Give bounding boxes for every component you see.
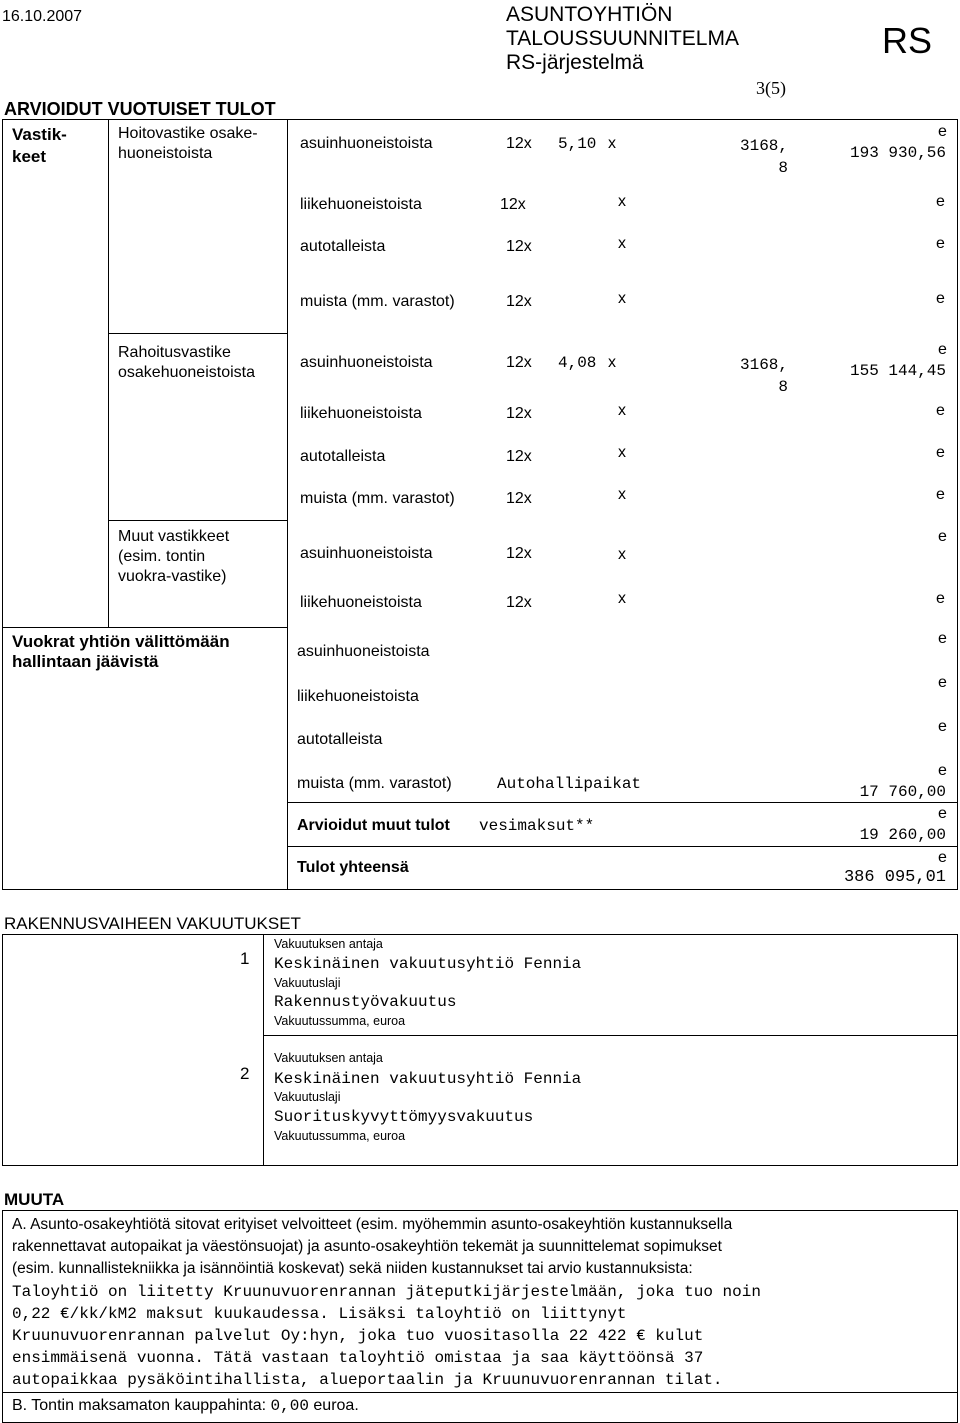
rahoitus-asuin-e: e (938, 341, 947, 358)
insurance-2-antaja: Keskinäinen vakuutusyhtiö Fennia (274, 1070, 582, 1088)
title-line-2: TALOUSSUUNNITELMA (506, 27, 739, 50)
vuokrat-auto-label: autotalleista (297, 731, 383, 748)
hoito-liike-label: liikehuoneistoista (300, 196, 422, 213)
rahoitus-liike-label: liikehuoneistoista (300, 405, 422, 422)
vuokrat-asuin-e: e (938, 630, 947, 647)
rahoitus-asuin-rate: 4,08 (558, 354, 597, 372)
insurance-2-antaja-label: Vakuutuksen antaja (274, 1051, 383, 1065)
muut-liike-label: liikehuoneistoista (300, 594, 422, 611)
hoito-liike-x: x (618, 193, 626, 210)
muut-asuin-e: e (938, 528, 947, 545)
hoito-liike-months: 12x (500, 196, 526, 213)
insurance-1-laji: Rakennustyövakuutus (274, 993, 457, 1011)
insurance-section-title: RAKENNUSVAIHEEN VAKUUTUKSET (4, 914, 301, 933)
rahoitus-asuin-label: asuinhuoneistoista (300, 354, 433, 371)
insurance-2-number: 2 (240, 1064, 250, 1083)
muuta-title: MUUTA (4, 1190, 65, 1209)
hoito-muista-label: muista (mm. varastot) (300, 293, 455, 310)
insurance-1-antaja: Keskinäinen vakuutusyhtiö Fennia (274, 955, 582, 973)
page-number: 3(5) (756, 78, 786, 98)
vuokrat-muista-total: 17 760,00 (859, 783, 946, 801)
title-line-3: RS-järjestelmä (506, 51, 644, 74)
rahoitus-liike-months: 12x (506, 405, 532, 422)
muut-liike-e: e (936, 590, 945, 607)
muut-asuin-label: asuinhuoneistoista (300, 545, 433, 562)
hoito-muista-e: e (936, 290, 945, 307)
rahoitus-asuin-total: 155 144,45 (849, 362, 946, 380)
vuokrat-asuin-label: asuinhuoneistoista (297, 643, 430, 660)
rahoitus-auto-e: e (936, 444, 945, 461)
muut-asuin-months: 12x (506, 545, 532, 562)
hoito-auto-x: x (618, 235, 626, 252)
document-date: 16.10.2007 (2, 8, 83, 25)
insurance-1-antaja-label: Vakuutuksen antaja (274, 937, 383, 951)
rahoitus-muista-x: x (618, 486, 626, 503)
muuta-b-value: 0,00 (270, 1397, 309, 1415)
vuokrat-liike-label: liikehuoneistoista (297, 688, 419, 705)
rahoitus-muista-months: 12x (506, 490, 532, 507)
muut-vastikkeet-label: Muut vastikkeet (esim. tontin vuokra-vastike) (118, 528, 230, 585)
rahoitus-auto-months: 12x (506, 448, 532, 465)
hoito-liike-e: e (936, 193, 945, 210)
insurance-2-laji: Suorituskyvyttömyysvakuutus (274, 1108, 534, 1126)
hoito-auto-label: autotalleista (300, 238, 386, 255)
muut-liike-months: 12x (506, 594, 532, 611)
insurance-2-laji-label: Vakuutuslaji (274, 1090, 341, 1104)
muut-asuin-x: x (618, 546, 626, 563)
hoito-asuin-x: x (608, 135, 616, 152)
rahoitus-asuin-area: 3168, 8 (739, 356, 788, 396)
rahoitus-liike-e: e (936, 402, 945, 419)
hoitovastike-label: Hoitovastike osake- huoneistoista (118, 125, 258, 162)
hoito-asuin-total: 193 930,56 (849, 144, 946, 162)
muuta-a-details: Taloyhtiö on liitetty Kruunuvuorenrannan jäteputkijärjestelmään, joka tuo noin 0,22 €/kk/kM2 maksut kuukaudessa. Lisäksi taloyhtiö on liittynyt Kruunuvuorenrannan palvelut Oy:hyn, joka tuo vuositasolla 22 422 € kulut ensimmäisenä vuonna. Tätä vastaan taloyhtiö omistaa ja saa käyttöönsä 37 autopaikkaa pysäköintihallista, alueportaalin ja Kruunuvuorenrannan tilat. (12, 1283, 761, 1389)
vuokrat-label: Vuokrat yhtiön välittömään hallintaan jäävistä (12, 632, 230, 671)
rahoitus-asuin-months: 12x (506, 354, 532, 371)
arvioidut-muut-tulot-label: Arvioidut muut tulot (297, 817, 450, 834)
muuta-b (12, 1397, 359, 1415)
arvioidut-e: e (938, 805, 947, 822)
vuokrat-muista-desc: Autohallipaikat (497, 775, 642, 793)
hoito-auto-months: 12x (506, 238, 532, 255)
muuta-b-unit: euroa. (313, 1397, 359, 1414)
hoito-asuin-e: e (938, 123, 947, 140)
rahoitus-auto-x: x (618, 444, 626, 461)
rahoitus-muista-e: e (936, 486, 945, 503)
rahoitus-muista-label: muista (mm. varastot) (300, 490, 455, 507)
hoito-asuin-months: 12x (506, 135, 532, 152)
rahoitusvastike-label: Rahoitusvastike osakehuoneistoista (118, 344, 255, 381)
arvioidut-muut-tulot-total: 19 260,00 (859, 826, 946, 844)
tulot-e: e (938, 849, 947, 866)
hoito-muista-x: x (618, 290, 626, 307)
vuokrat-auto-e: e (938, 718, 947, 735)
tulot-yhteensa-total: 386 095,01 (843, 868, 946, 887)
hoito-asuin-rate: 5,10 (558, 135, 597, 153)
insurance-1-number: 1 (240, 949, 250, 968)
muuta-b-label: B. Tontin maksamaton kauppahinta: (12, 1397, 267, 1414)
hoito-auto-e: e (936, 235, 945, 252)
hoito-asuin-label: asuinhuoneistoista (300, 135, 433, 152)
insurance-2-summa-label: Vakuutussumma, euroa (274, 1129, 406, 1143)
insurance-1-laji-label: Vakuutuslaji (274, 976, 341, 990)
rahoitus-asuin-x: x (608, 354, 616, 371)
insurance-1-summa-label: Vakuutussumma, euroa (274, 1014, 406, 1028)
hoito-muista-months: 12x (506, 293, 532, 310)
muuta-a-text: A. Asunto-osakeyhtiötä sitovat erityiset velvoitteet (esim. myöhemmin asunto-osakeyhtiön kustannuksella rakennettavat autopaikat ja väestönsuojat) ja asunto-osakeyhtiön tekemät ja suunnittelemat sopimukset (esim. kunnallistekniikka ja isännöintiä koskevat) sekä niiden kustannukset tai arvio kustannuksista: (12, 1216, 733, 1277)
vuokrat-muista-label: muista (mm. varastot) (297, 775, 452, 792)
document-title (506, 3, 739, 75)
muut-liike-x: x (618, 590, 626, 607)
vuokrat-liike-e: e (938, 674, 947, 691)
vastikkeet-label: Vastik- keet (12, 125, 67, 166)
vuokrat-muista-e: e (938, 762, 947, 779)
hoito-asuin-area: 3168, 8 (739, 137, 788, 177)
tulot-yhteensa-label: Tulot yhteensä (297, 859, 409, 876)
rahoitus-liike-x: x (618, 402, 626, 419)
rs-logo: RS (882, 20, 933, 61)
rahoitus-auto-label: autotalleista (300, 448, 386, 465)
arvioidut-muut-tulot-desc: vesimaksut** (479, 817, 595, 835)
income-section-title: ARVIOIDUT VUOTUISET TULOT (4, 99, 276, 119)
title-line-1: ASUNTOYHTIÖN (506, 3, 673, 26)
